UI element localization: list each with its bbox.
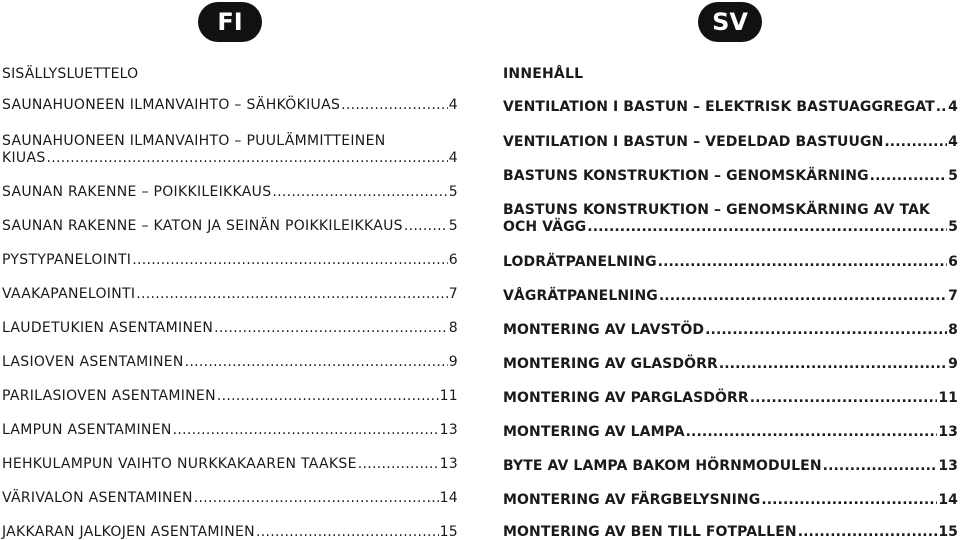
toc-entry[interactable] — [2, 388, 458, 405]
leader-dots — [358, 456, 439, 473]
toc-entry-page: 14 — [938, 492, 958, 508]
leader-dots — [936, 99, 947, 116]
toc-entry[interactable] — [2, 218, 458, 235]
toc-entry-page: 13 — [439, 422, 458, 438]
leader-dots — [884, 134, 947, 151]
leader-dots — [823, 458, 938, 475]
toc-entry-page: 13 — [439, 456, 458, 472]
language-badge-sv: SV — [698, 2, 762, 42]
toc-entry-title: VAAKAPANELOINTI — [2, 286, 136, 302]
toc-entry-title-cont: OCH VÄGG — [503, 219, 587, 235]
leader-dots — [173, 422, 439, 439]
toc-entry[interactable] — [503, 202, 958, 236]
toc-entry-title: LASIOVEN ASENTAMINEN — [2, 354, 184, 370]
toc-entry-page: 5 — [948, 219, 958, 235]
toc-entry[interactable] — [2, 133, 458, 167]
toc-entry-title: VÅGRÄTPANELNING — [503, 288, 658, 304]
toc-entry-title: PYSTYPANELOINTI — [2, 252, 132, 268]
toc-entry[interactable] — [503, 492, 958, 509]
leader-dots — [136, 286, 447, 303]
toc-entry-title: MONTERING AV FÄRGBELYSNING — [503, 492, 761, 508]
toc-entry-page: 4 — [448, 150, 458, 166]
toc-entry-title: BASTUNS KONSTRUKTION – GENOMSKÄRNING AV TAK — [503, 202, 930, 218]
toc-entry-page: 5 — [448, 184, 458, 200]
toc-entry-title: HEHKULAMPUN VAIHTO NURKKAKAAREN TAAKSE — [2, 456, 357, 472]
toc-entry[interactable] — [2, 184, 458, 201]
toc-entry-title: VENTILATION I BASTUN – ELEKTRISK BASTUAGGREGAT — [503, 99, 935, 115]
leader-dots — [705, 322, 947, 339]
leader-dots — [217, 388, 439, 405]
toc-entry-page: 5 — [948, 168, 958, 184]
toc-entry[interactable] — [503, 524, 958, 540]
leader-dots — [719, 356, 947, 373]
toc-entry-title: MONTERING AV BEN TILL FOTPALLEN — [503, 524, 797, 540]
leader-dots — [214, 320, 448, 337]
toc-entry-page: 15 — [938, 524, 958, 540]
toc-entry-title: BYTE AV LAMPA BAKOM HÖRNMODULEN — [503, 458, 822, 474]
toc-entry-page: 8 — [948, 322, 958, 338]
toc-entry[interactable] — [503, 356, 958, 373]
leader-dots — [658, 254, 947, 271]
toc-entry-title: LAMPUN ASENTAMINEN — [2, 422, 172, 438]
toc-entry-page: 5 — [448, 218, 458, 234]
toc-entry-title: SAUNAN RAKENNE – KATON JA SEINÄN POIKKILEIKKAUS — [2, 218, 403, 234]
toc-entry-page: 8 — [448, 320, 458, 336]
toc-entry-title: PARILASIOVEN ASENTAMINEN — [2, 388, 216, 404]
leader-dots — [256, 524, 439, 540]
leader-dots — [870, 168, 947, 185]
toc-entry[interactable] — [2, 456, 458, 473]
toc-entry[interactable] — [2, 524, 458, 540]
toc-entry-page: 9 — [948, 356, 958, 372]
toc-entry-title: VENTILATION I BASTUN – VEDELDAD BASTUUGN — [503, 134, 884, 150]
toc-entry-page: 4 — [948, 99, 958, 115]
toc-entry[interactable] — [503, 322, 958, 339]
toc-entry[interactable] — [503, 390, 958, 407]
toc-entry-page: 6 — [948, 254, 958, 270]
toc-entry-page: 11 — [439, 388, 458, 404]
toc-entry[interactable] — [503, 458, 958, 475]
toc-entry-title: LAUDETUKIEN ASENTAMINEN — [2, 320, 214, 336]
toc-heading-sv: INNEHÅLL — [503, 66, 584, 82]
leader-dots — [761, 492, 937, 509]
leader-dots — [587, 219, 947, 236]
leader-dots — [686, 424, 938, 441]
toc-entry-title: LODRÄTPANELNING — [503, 254, 657, 270]
toc-entry[interactable] — [2, 490, 458, 507]
toc-entry-title: MONTERING AV PARGLASDÖRR — [503, 390, 749, 406]
toc-entry[interactable] — [2, 97, 458, 114]
toc-entry-title: MONTERING AV LAVSTÖD — [503, 322, 705, 338]
toc-entry[interactable] — [2, 286, 458, 303]
toc-entry-page: 13 — [938, 458, 958, 474]
toc-entry-page: 13 — [938, 424, 958, 440]
leader-dots — [272, 184, 447, 201]
leader-dots — [47, 150, 448, 167]
toc-entry-page: 7 — [948, 288, 958, 304]
leader-dots — [750, 390, 938, 407]
toc-entry-title: SAUNAHUONEEN ILMANVAIHTO – SÄHKÖKIUAS — [2, 97, 341, 113]
toc-entry[interactable] — [503, 99, 958, 116]
toc-entry-title-cont: KIUAS — [2, 150, 46, 166]
toc-entry[interactable] — [503, 254, 958, 271]
toc-entry-title: SAUNAHUONEEN ILMANVAIHTO – PUULÄMMITTEINEN — [2, 133, 386, 149]
leader-dots — [132, 252, 448, 269]
leader-dots — [404, 218, 448, 235]
toc-entry[interactable] — [2, 320, 458, 337]
leader-dots — [194, 490, 439, 507]
toc-entry-page: 11 — [938, 390, 958, 406]
toc-entry-title: SAUNAN RAKENNE – POIKKILEIKKAUS — [2, 184, 272, 200]
toc-entry-page: 7 — [448, 286, 458, 302]
toc-entry[interactable] — [503, 134, 958, 151]
toc-entry-title: BASTUNS KONSTRUKTION – GENOMSKÄRNING — [503, 168, 869, 184]
toc-entry[interactable] — [503, 168, 958, 185]
toc-entry[interactable] — [2, 422, 458, 439]
leader-dots — [659, 288, 947, 305]
leader-dots — [341, 97, 448, 114]
toc-entry-page: 4 — [948, 134, 958, 150]
toc-entry-page: 4 — [448, 97, 458, 113]
toc-entry-title: MONTERING AV GLASDÖRR — [503, 356, 718, 372]
toc-entry-title: VÄRIVALON ASENTAMINEN — [2, 490, 193, 506]
language-badge-fi: FI — [198, 2, 262, 42]
leader-dots — [798, 524, 938, 540]
leader-dots — [185, 354, 448, 371]
toc-entry[interactable] — [503, 288, 958, 305]
toc-entry-page: 15 — [439, 524, 458, 540]
toc-entry-page: 9 — [448, 354, 458, 370]
toc-entry[interactable] — [2, 354, 458, 371]
toc-entry-title: MONTERING AV LAMPA — [503, 424, 685, 440]
toc-heading-fi: SISÄLLYSLUETTELO — [2, 66, 139, 82]
toc-entry-page: 14 — [439, 490, 458, 506]
toc-entry-title: JAKKARAN JALKOJEN ASENTAMINEN — [2, 524, 255, 540]
toc-entry-page: 6 — [448, 252, 458, 268]
toc-entry[interactable] — [503, 424, 958, 441]
toc-entry[interactable] — [2, 252, 458, 269]
